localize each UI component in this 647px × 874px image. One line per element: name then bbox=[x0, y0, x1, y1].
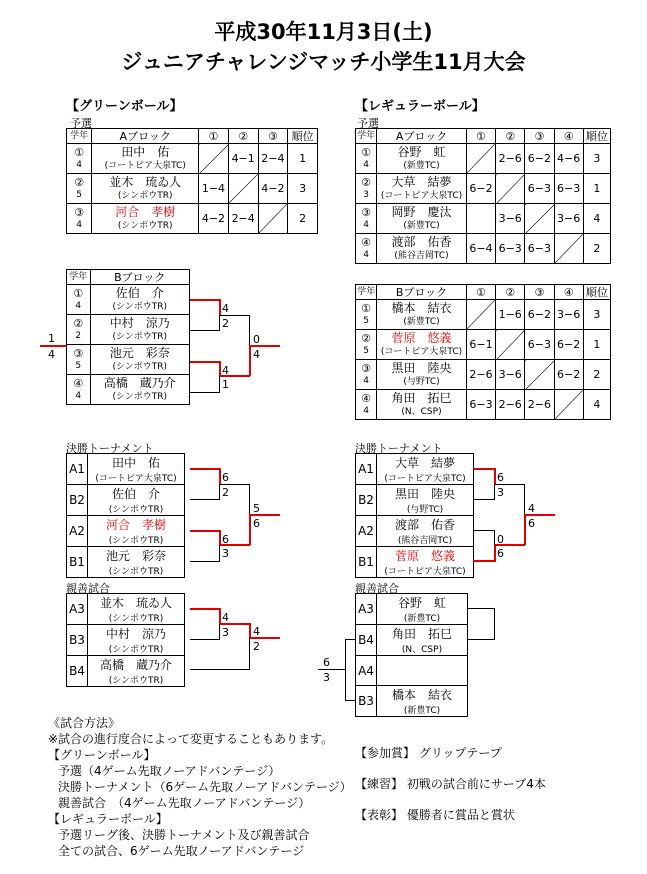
score-cell: 3−6 bbox=[554, 300, 583, 330]
score: 3 bbox=[222, 547, 229, 560]
table-row bbox=[356, 174, 611, 204]
player-cell: 大草 結夢 (コートピア大泉TC) bbox=[377, 174, 467, 204]
rank-cell: 3 bbox=[288, 174, 318, 204]
player-cell: 角田 拓巳 (N、CSP) bbox=[377, 625, 468, 656]
regular-final-label: 決勝トーナメント bbox=[355, 442, 443, 455]
player-cell: 並木 琉ゐ人 (シンポウTR) bbox=[88, 594, 185, 625]
col-block: Bブロック bbox=[90, 270, 189, 285]
col-1: ① bbox=[466, 285, 495, 300]
table-row bbox=[67, 285, 190, 315]
event-date-title: 平成30年11月3日(土) bbox=[214, 20, 433, 44]
score-cell: 2−6 bbox=[496, 144, 525, 174]
score: 3 bbox=[323, 671, 330, 684]
score-cell: 2−4 bbox=[258, 144, 288, 174]
col-block: Bブロック bbox=[377, 285, 467, 300]
score-cell: 3−6 bbox=[496, 360, 525, 390]
self-cell bbox=[466, 300, 495, 330]
seed-cell: A1 bbox=[67, 454, 88, 485]
method-heading: 《試合方法》 bbox=[48, 716, 121, 730]
green-rules-heading: 【グリーンボール】 bbox=[48, 748, 156, 762]
rank-cell: 2 bbox=[583, 234, 610, 264]
score-cell: 3−6 bbox=[554, 204, 583, 234]
col-4: ④ bbox=[554, 285, 583, 300]
table-row bbox=[356, 454, 474, 485]
col-3: ③ bbox=[525, 285, 554, 300]
col-block: Aブロック bbox=[92, 129, 199, 144]
bracket-line bbox=[524, 484, 525, 514]
green-final-table bbox=[66, 453, 185, 578]
table-row bbox=[67, 315, 190, 345]
table-row bbox=[67, 516, 185, 547]
score: 4 bbox=[222, 611, 229, 624]
table-row bbox=[356, 144, 611, 174]
bracket-line bbox=[494, 608, 495, 640]
col-2: ② bbox=[228, 129, 258, 144]
score-cell: 6−3 bbox=[554, 174, 583, 204]
rank-cell: 1 bbox=[583, 174, 610, 204]
score-cell: 6−2 bbox=[554, 330, 583, 360]
bracket-line bbox=[473, 530, 495, 531]
player-cell: 中村 涼乃 (シンポウTR) bbox=[88, 625, 185, 656]
bracket-line bbox=[473, 499, 495, 500]
bracket-line bbox=[318, 669, 346, 670]
bracket-line bbox=[494, 530, 495, 545]
seed-cell: B3 bbox=[67, 625, 88, 656]
score: 6 bbox=[323, 656, 330, 669]
bracket-line bbox=[473, 468, 495, 470]
player-cell: 渡部 佑香 (熊谷吉岡TC) bbox=[377, 516, 474, 547]
player-cell: 角田 拓巳 (N、CSP) bbox=[377, 390, 467, 420]
bracket-line bbox=[249, 623, 251, 638]
score: 4 bbox=[48, 348, 55, 361]
seed-cell: B1 bbox=[356, 547, 377, 578]
method-note: ※試合の進行度合によって変更することもあります。 bbox=[48, 732, 334, 746]
seed-cell: A2 bbox=[67, 516, 88, 547]
bracket-line bbox=[190, 392, 220, 393]
score-cell: 6−1 bbox=[466, 330, 495, 360]
player-cell: 中村 涼乃 (シンポウTR) bbox=[90, 315, 189, 345]
green-rule-2: 決勝トーナメント（6ゲーム先取ノーアドバンテージ） bbox=[58, 780, 352, 794]
self-cell bbox=[228, 174, 258, 204]
score-cell: 2−6 bbox=[466, 360, 495, 390]
score: 3 bbox=[497, 486, 504, 499]
bracket-line bbox=[494, 468, 496, 484]
self-cell bbox=[496, 330, 525, 360]
seed-grade: ④ 4 bbox=[356, 390, 377, 420]
bracket-line bbox=[219, 299, 221, 315]
regular-final-table bbox=[355, 453, 474, 578]
col-grade: 学年 bbox=[356, 129, 377, 144]
score-cell: 3−6 bbox=[496, 204, 525, 234]
score: 4 bbox=[528, 502, 535, 515]
table-row bbox=[356, 547, 474, 578]
table-row bbox=[67, 345, 190, 375]
player-cell: 岡野 慶汰 (新豊TC) bbox=[377, 204, 467, 234]
bracket-line bbox=[494, 484, 495, 500]
score: 1 bbox=[222, 378, 229, 391]
bracket-line bbox=[190, 499, 220, 500]
table-row bbox=[67, 547, 185, 578]
col-rank: 順位 bbox=[288, 129, 318, 144]
col-2: ② bbox=[496, 285, 525, 300]
seed-grade: ③ 5 bbox=[67, 345, 91, 375]
score-cell: 2−6 bbox=[525, 390, 554, 420]
seed-cell: B2 bbox=[356, 485, 377, 516]
table-row bbox=[67, 625, 185, 656]
event-name-title: ジュニアチャレンジマッチ小学生11月大会 bbox=[121, 50, 526, 74]
regular-rules-heading: 【レギュラーボール】 bbox=[48, 812, 168, 826]
award-note: 【表彰】 優勝者に賞品と賞状 bbox=[355, 808, 515, 822]
regular-prelim-label: 予選 bbox=[357, 117, 379, 130]
table-row bbox=[356, 656, 468, 686]
score: 0 bbox=[497, 533, 504, 546]
score-cell: 4−1 bbox=[228, 144, 258, 174]
table-row bbox=[356, 516, 474, 547]
col-1: ① bbox=[466, 129, 495, 144]
seed-grade: ③ 4 bbox=[356, 360, 377, 390]
table-row bbox=[356, 594, 468, 625]
player-cell: 菅原 悠義 (コートピア大泉TC) bbox=[377, 547, 474, 578]
self-cell bbox=[525, 204, 554, 234]
score: 2 bbox=[222, 486, 229, 499]
score-cell: 2−4 bbox=[228, 204, 258, 234]
player-cell: 高橋 蔵乃介 (シンポウTR) bbox=[90, 375, 189, 405]
self-cell bbox=[525, 360, 554, 390]
score: 2 bbox=[253, 640, 260, 653]
score-cell: 4−6 bbox=[554, 144, 583, 174]
score-cell: 6−2 bbox=[554, 360, 583, 390]
table-row bbox=[67, 656, 185, 687]
seed-grade: ③ 4 bbox=[67, 204, 92, 234]
col-rank: 順位 bbox=[583, 129, 610, 144]
seed-cell: B1 bbox=[67, 547, 88, 578]
col-grade: 学年 bbox=[67, 270, 91, 285]
score-cell: 1−6 bbox=[496, 300, 525, 330]
bracket-line bbox=[345, 700, 355, 701]
bracket-line bbox=[249, 315, 250, 345]
bracket-line bbox=[495, 484, 525, 485]
participation-prize: 【参加賞】 グリップテープ bbox=[355, 746, 502, 760]
bracket-line bbox=[190, 468, 220, 470]
bracket-line bbox=[190, 669, 250, 670]
green-rule-3: 親善試合 （4ゲーム先取ノーアドバンテージ） bbox=[58, 796, 311, 810]
col-grade: 学年 bbox=[356, 285, 377, 300]
regular-rule-1: 予選リーグ後、決勝トーナメント及び親善試合 bbox=[58, 828, 310, 842]
table-row bbox=[356, 360, 611, 390]
seed-cell: B4 bbox=[67, 656, 88, 687]
table-row bbox=[67, 485, 185, 516]
player-cell: 大草 結夢 (コートピア大泉TC) bbox=[377, 454, 474, 485]
green-friendly-table bbox=[66, 593, 185, 687]
col-4: ④ bbox=[554, 129, 583, 144]
bracket-line bbox=[219, 315, 220, 331]
score-cell: 1−4 bbox=[199, 174, 229, 204]
col-block: Aブロック bbox=[377, 129, 467, 144]
bracket-line bbox=[190, 530, 220, 532]
self-cell bbox=[496, 174, 525, 204]
player-cell: 谷野 虹 (新豊TC) bbox=[377, 594, 468, 625]
bracket-line bbox=[219, 545, 220, 562]
bracket-line bbox=[219, 468, 221, 484]
table-row bbox=[356, 625, 468, 656]
table-row bbox=[356, 390, 611, 420]
bracket-line bbox=[220, 484, 250, 485]
player-cell: 池元 彩奈 (シンポウTR) bbox=[90, 345, 189, 375]
seed-grade: ① 4 bbox=[67, 144, 92, 174]
bracket-line bbox=[249, 345, 251, 376]
seed-cell: B3 bbox=[356, 686, 377, 717]
player-cell: 菅原 悠義 (コートピア大泉TC) bbox=[377, 330, 467, 360]
green-a-block-table bbox=[66, 128, 318, 234]
player-cell: 黒田 陸央 (与野TC) bbox=[377, 485, 474, 516]
score-cell: 6−2 bbox=[466, 174, 495, 204]
score: 6 bbox=[222, 533, 229, 546]
player-cell: 佐伯 介 (シンポウTR) bbox=[90, 285, 189, 315]
score: 4 bbox=[222, 364, 229, 377]
seed-cell: A4 bbox=[356, 656, 377, 686]
player-cell: 田中 佑 (コートピア大泉TC) bbox=[92, 144, 199, 174]
score: 0 bbox=[253, 333, 260, 346]
score-cell: 4−2 bbox=[199, 204, 229, 234]
regular-friendly-label: 親善試合 bbox=[355, 582, 399, 595]
table-row bbox=[356, 204, 611, 234]
table-row bbox=[67, 454, 185, 485]
score: 6 bbox=[253, 517, 260, 530]
seed-grade: ② 3 bbox=[356, 174, 377, 204]
player-cell: 河合 孝樹 (シンポウTR) bbox=[88, 516, 185, 547]
score-cell: 6−2 bbox=[525, 300, 554, 330]
table-row bbox=[356, 300, 611, 330]
table-row bbox=[67, 594, 185, 625]
table-row bbox=[67, 144, 318, 174]
score-cell bbox=[466, 204, 495, 234]
bracket-line bbox=[40, 345, 66, 347]
bracket-line bbox=[345, 639, 355, 640]
col-3: ③ bbox=[525, 129, 554, 144]
regular-ball-header: 【レギュラーボール】 bbox=[355, 99, 485, 114]
seed-grade: ① 4 bbox=[356, 144, 377, 174]
score: 6 bbox=[222, 471, 229, 484]
seed-grade: ② 2 bbox=[67, 315, 91, 345]
bracket-line bbox=[524, 514, 526, 545]
score: 6 bbox=[497, 471, 504, 484]
seed-grade: ③ 4 bbox=[356, 204, 377, 234]
score: 4 bbox=[253, 625, 260, 638]
col-3: ③ bbox=[258, 129, 288, 144]
bracket-line bbox=[473, 560, 495, 562]
col-2: ② bbox=[496, 129, 525, 144]
bracket-line bbox=[190, 561, 220, 562]
seed-grade: ② 5 bbox=[67, 174, 92, 204]
table-row bbox=[356, 686, 468, 717]
seed-grade: ④ 4 bbox=[356, 234, 377, 264]
rank-cell: 4 bbox=[583, 204, 610, 234]
score-cell: 6−3 bbox=[525, 234, 554, 264]
regular-b-block-table bbox=[355, 284, 611, 420]
regular-a-block-table bbox=[355, 128, 611, 264]
col-grade: 学年 bbox=[67, 129, 92, 144]
player-cell: 渡部 佑香 (熊谷吉岡TC) bbox=[377, 234, 467, 264]
score: 1 bbox=[48, 332, 55, 345]
table-row bbox=[356, 330, 611, 360]
player-cell: 高橋 蔵乃介 (シンポウTR) bbox=[88, 656, 185, 687]
bracket-line bbox=[249, 514, 251, 545]
score-cell: 6−3 bbox=[466, 390, 495, 420]
score-cell: 6−2 bbox=[525, 144, 554, 174]
bracket-line bbox=[190, 639, 220, 640]
bracket-line bbox=[190, 608, 220, 610]
score: 3 bbox=[222, 626, 229, 639]
green-friendly-label: 親善試合 bbox=[66, 582, 110, 595]
table-row bbox=[67, 375, 190, 405]
seed-cell: A1 bbox=[356, 454, 377, 485]
bracket-line bbox=[190, 299, 220, 301]
green-prelim-label: 予選 bbox=[70, 117, 92, 130]
seed-grade: ④ 4 bbox=[67, 375, 91, 405]
bracket-line bbox=[190, 330, 220, 331]
table-row bbox=[356, 485, 474, 516]
rank-cell: 2 bbox=[583, 360, 610, 390]
player-cell: 池元 彩奈 (シンポウTR) bbox=[88, 547, 185, 578]
score-cell: 2−6 bbox=[496, 390, 525, 420]
rank-cell: 3 bbox=[583, 300, 610, 330]
self-cell bbox=[258, 204, 288, 234]
bracket-line bbox=[249, 638, 250, 670]
bracket-line bbox=[190, 361, 220, 363]
table-row bbox=[67, 204, 318, 234]
score-cell: 4−2 bbox=[258, 174, 288, 204]
bracket-line bbox=[219, 624, 220, 640]
player-cell bbox=[377, 656, 468, 686]
regular-rule-2: 全ての試合、6ゲーム先取ノーアドバンテージ bbox=[58, 844, 305, 858]
seed-grade: ② 5 bbox=[356, 330, 377, 360]
bracket-line bbox=[467, 608, 495, 609]
player-cell: 並木 琉ゐ人 (シンポウTR) bbox=[92, 174, 199, 204]
footer-rules bbox=[48, 715, 352, 859]
table-row bbox=[356, 234, 611, 264]
col-1: ① bbox=[199, 129, 229, 144]
bracket-line bbox=[220, 315, 250, 316]
rank-cell: 2 bbox=[288, 204, 318, 234]
rank-cell: 1 bbox=[583, 330, 610, 360]
practice-note: 【練習】 初戦の試合前にサーブ4本 bbox=[355, 777, 546, 791]
score-cell: 6−4 bbox=[466, 234, 495, 264]
rank-cell: 4 bbox=[583, 390, 610, 420]
green-final-label: 決勝トーナメント bbox=[66, 442, 154, 455]
player-cell: 田中 佑 (コートピア大泉TC) bbox=[88, 454, 185, 485]
seed-cell: A2 bbox=[356, 516, 377, 547]
player-cell: 橋本 結衣 (新豊TC) bbox=[377, 300, 467, 330]
green-b-block-table bbox=[66, 269, 190, 405]
bracket-line bbox=[467, 639, 495, 640]
bracket-line bbox=[494, 545, 496, 562]
bracket-line bbox=[219, 484, 220, 500]
score-cell: 6−3 bbox=[525, 330, 554, 360]
player-cell: 河合 孝樹 (シンポウTR) bbox=[92, 204, 199, 234]
table-row bbox=[67, 174, 318, 204]
player-cell: 黒田 陸央 (与野TC) bbox=[377, 360, 467, 390]
player-cell: 佐伯 介 (シンポウTR) bbox=[88, 485, 185, 516]
bracket-line bbox=[249, 484, 250, 514]
score-cell: 6−3 bbox=[496, 234, 525, 264]
col-rank: 順位 bbox=[583, 285, 610, 300]
bracket-line bbox=[219, 361, 221, 376]
seed-grade: ① 4 bbox=[67, 285, 91, 315]
score: 4 bbox=[222, 302, 229, 315]
green-ball-header: 【グリーンボール】 bbox=[66, 99, 183, 114]
score: 5 bbox=[253, 502, 260, 515]
player-cell: 谷野 虹 (新豊TC) bbox=[377, 144, 467, 174]
score-cell: 6−3 bbox=[525, 174, 554, 204]
bracket-line bbox=[219, 530, 221, 545]
bracket-line bbox=[219, 376, 220, 393]
self-cell bbox=[199, 144, 229, 174]
self-cell bbox=[466, 144, 495, 174]
bracket-line bbox=[219, 608, 221, 624]
seed-cell: B2 bbox=[67, 485, 88, 516]
green-rule-1: 予選（4ゲーム先取ノーアドバンテージ） bbox=[58, 764, 281, 778]
score: 2 bbox=[222, 317, 229, 330]
score: 6 bbox=[528, 517, 535, 530]
seed-cell: B4 bbox=[356, 625, 377, 656]
rank-cell: 3 bbox=[583, 144, 610, 174]
rank-cell: 1 bbox=[288, 144, 318, 174]
self-cell bbox=[554, 234, 583, 264]
seed-cell: A3 bbox=[67, 594, 88, 625]
player-cell: 橋本 結衣 (新豊TC) bbox=[377, 686, 468, 717]
score: 6 bbox=[497, 547, 504, 560]
seed-grade: ① 5 bbox=[356, 300, 377, 330]
score: 4 bbox=[253, 348, 260, 361]
self-cell bbox=[554, 390, 583, 420]
seed-cell: A3 bbox=[356, 594, 377, 625]
regular-friendly-table bbox=[355, 593, 468, 717]
bracket-line bbox=[345, 639, 346, 701]
